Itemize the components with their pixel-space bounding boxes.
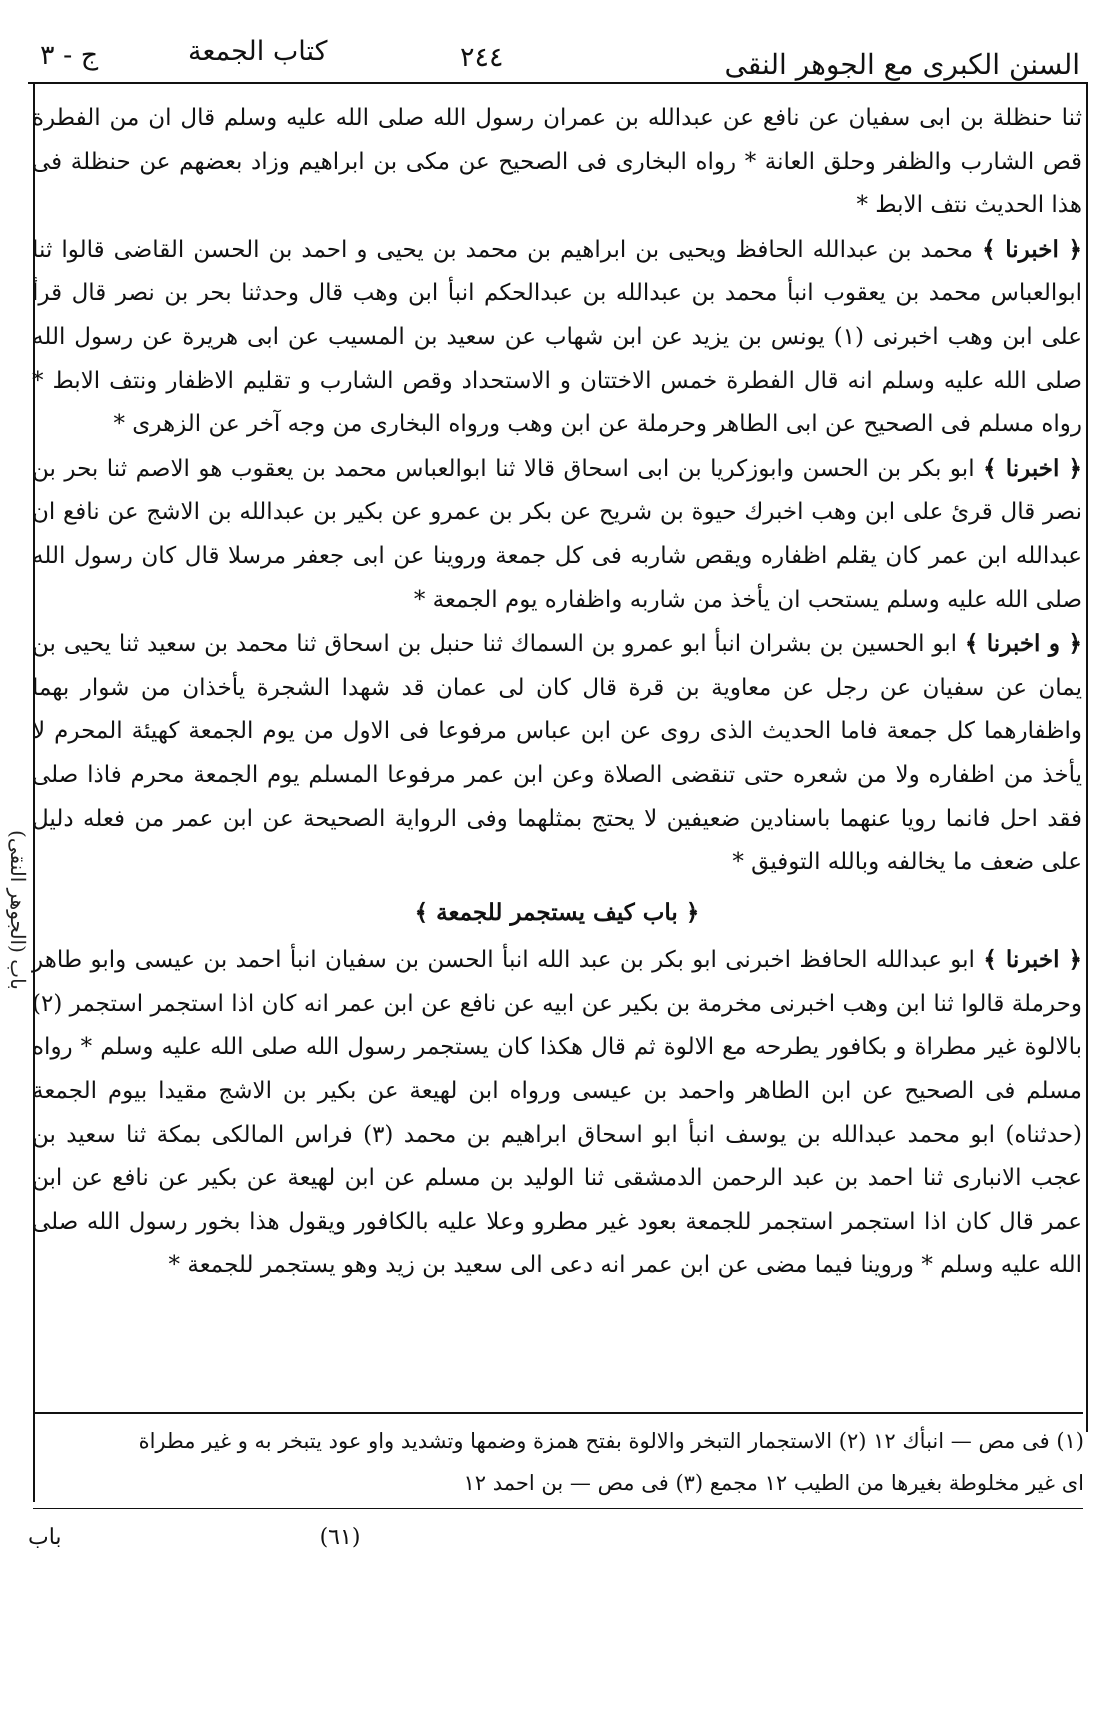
paragraph-4 <box>32 622 1082 885</box>
catchword: باب <box>28 1525 62 1550</box>
paragraph-2 <box>32 228 1082 447</box>
page-header <box>30 28 1090 88</box>
main-text <box>32 96 1082 1288</box>
paragraph-5 <box>32 938 1082 1288</box>
margin-note: (الجوهر النقى) باب <box>6 830 30 990</box>
section-heading: ﴿ باب كيف يستجمر للجمعة ﴾ <box>414 898 700 926</box>
footnote-line-1: (١) فى مص — انبأك ١٢ (٢) الاستجمار التبخر والالوة بفتح همزة وضمها وتشديد واو عود يتبخر به و غير مطراة <box>138 1429 1084 1453</box>
chapter-title: كتاب الجمعة <box>188 36 328 67</box>
signature-mark: (٦١) <box>319 1525 361 1550</box>
text-frame-right-rule <box>1086 82 1088 1432</box>
paragraph-text: ابو الحسين بن بشران انبأ ابو عمرو بن السماك ثنا حنبل بن اسحاق ثنا محمد بن سعيد ثنا يحيى بن يمان عن سفيان عن رجل عن معاوية بن قرة قال كان لى عمان قد شهدا الشجرة يأخذان من شوار بهما واظفارهما كل جمعة فاما الحديث الذى روى عن ابن عباس مرفوعا فى الاول من يوم الجمعة كهيئة المحرم لا يأخذ من اظفاره ولا من شعره حتى تنقضى الصلاة وعن ابن عمر مرفوعا المسلم يوم الجمعة محرم فاذا صلى فقد احل فانما رويا عنهما باسنادين ضعيفين لا يحتج بمثلهما وفى الرواية الصحيحة عن ابن عمر من فعله دليل على ضعف ما يخالفه وبالله التوفيق * <box>32 631 1082 876</box>
paragraph-lead: ﴿ اخبرنا ﴾ <box>983 946 1083 974</box>
paragraph-text: ابو بكر بن الحسن وابوزكريا بن ابى اسحاق قالا ثنا ابوالعباس محمد بن يعقوب هو الاصم ثنا بحر بن نصر قال قرئ على ابن وهب اخبرك حيوة بن شريح عن بكر بن عمرو عن بكير بن عبدالله بن الاشج عن نافع ان عبدالله ابن عمر كان يقلم اظفاره ويقص شاربه فى كل جمعة وروينا عن ابى جعفر مرسلا قال كان رسول الله صلى الله عليه وسلم يستحب ان يأخذ من شاربه واظفاره يوم الجمعة * <box>32 455 1082 613</box>
paragraph-1 <box>32 96 1082 228</box>
footnotes <box>24 1420 1084 1504</box>
paragraph-text: ابو عبدالله الحافظ اخبرنى ابو بكر بن عبد الله انبأ الحسن بن سفيان انبأ احمد بن عيسى وابو طاهر وحرملة قالوا ثنا ابن وهب اخبرنى مخرمة بن بكير عن ابيه عن نافع عن ابن عمر انه كان اذا استجمر استجمر (٢) بالالوة غير مطراة و بكافور يطرحه مع الالوة ثم قال هكذا كان يستجمر رسول الله صلى الله عليه وسلم * رواه مسلم فى الصحيح عن ابن الطاهر واحمد بن عيسى ورواه ابن لهيعة عن بكير بن الاشج مقيدا بيوم الجمعة (حدثناه) ابو محمد عبدالله بن يوسف انبأ ابو اسحاق ابراهيم بن محمد (٣) فراس المالكى بمكة ثنا سعيد بن عجب الانبارى ثنا احمد بن عبد الرحمن الدمشقى ثنا الوليد بن مسلم عن ابن لهيعة عن بكير عن نافع عن ابن عمر قال كان اذا استجمر استجمر للجمعة بعود غير مطرو وعلا عليه بالكافور ويقول هذا بخور رسول الله صلى الله عليه وسلم * وروينا فيما مضى عن ابن عمر انه دعى الى سعيد بن زيد وهو يستجمر للجمعة * <box>32 947 1083 1279</box>
paragraph-3 <box>32 447 1082 622</box>
paragraph-lead: ﴿ اخبرنا ﴾ <box>982 235 1082 263</box>
paragraph-text: ثنا حنظلة بن ابى سفيان عن نافع عن عبدالله بن عمران رسول الله صلى الله عليه وسلم قال ان من الفطرة قص الشارب والظفر وحلق العانة * رواه البخارى فى الصحيح عن مكى بن ابراهيم وزاد بعضهم عن حنظلة فى هذا الحديث نتف الابط * <box>32 105 1082 219</box>
page-number: ٢٤٤ <box>460 42 504 73</box>
paragraph-text: محمد بن عبدالله الحافظ ويحيى بن ابراهيم بن محمد بن يحيى و احمد بن الحسن القاضى قالوا ثنا ابوالعباس محمد بن يعقوب انبأ محمد بن عبدالله بن عبدالحكم انبأ ابن وهب قال وحدثنا بحر بن نصر قال قرأ على ابن وهب اخبرنى (١) يونس بن يزيد عن ابن شهاب عن سعيد بن المسيب عن ابى هريرة عن رسول الله صلى الله عليه وسلم انه قال الفطرة خمس الاختتان و الاستحداد وقص الشارب و تقليم الاظفار ونتف الابط * رواه مسلم فى الصحيح عن ابى الطاهر وحرملة عن ابن وهب ورواه البخارى من وجه آخر عن الزهرى * <box>32 236 1082 438</box>
footnote-line-2: اى غير مخلوطة بغيرها من الطيب ١٢ مجمع (٣) فى مص — بن احمد ١٢ <box>463 1471 1084 1495</box>
book-title: السنن الكبرى مع الجوهر النقى <box>724 48 1080 81</box>
paragraph-lead: ﴿ و اخبرنا ﴾ <box>964 630 1082 658</box>
volume-label: ج - ٣ <box>40 40 99 71</box>
footnote-separator <box>33 1412 1083 1414</box>
paragraph-lead: ﴿ اخبرنا ﴾ <box>983 454 1083 482</box>
footnote-bottom-rule <box>33 1508 1083 1509</box>
